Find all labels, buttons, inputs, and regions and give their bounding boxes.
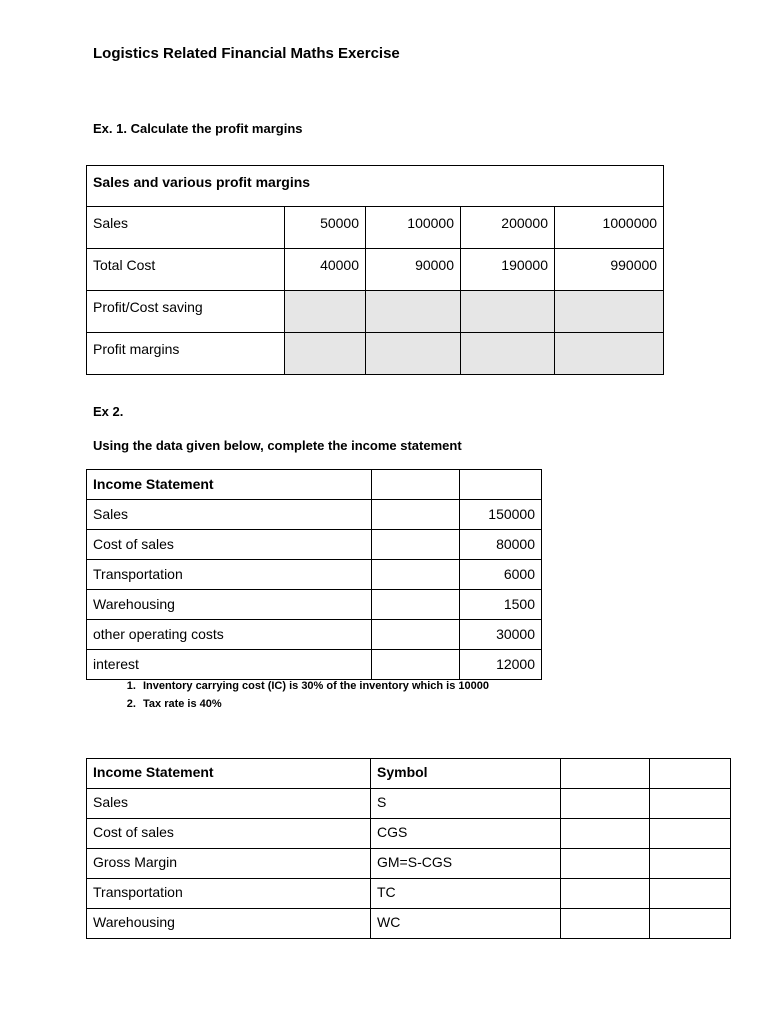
row-label: Profit margins	[87, 333, 285, 375]
row-label: other operating costs	[87, 620, 372, 650]
empty-cell	[561, 879, 650, 909]
table-row	[87, 291, 664, 333]
empty-cell	[372, 470, 460, 500]
table-row	[87, 849, 731, 879]
answer-cell[interactable]	[461, 333, 555, 375]
empty-cell	[561, 789, 650, 819]
income-statement-symbol-table	[86, 758, 731, 939]
empty-cell	[650, 759, 731, 789]
empty-cell	[650, 849, 731, 879]
table-header-row	[87, 759, 731, 789]
table-row	[87, 650, 542, 680]
table-row	[87, 500, 542, 530]
cell-value: 1500	[460, 590, 542, 620]
row-label: Warehousing	[87, 590, 372, 620]
row-label: Cost of sales	[87, 530, 372, 560]
note-item: 1. Inventory carrying cost (IC) is 30% of the inventory which is 10000	[139, 677, 489, 695]
table-row	[87, 590, 542, 620]
row-symbol: CGS	[371, 819, 561, 849]
table-header-label: Income Statement	[87, 759, 371, 789]
table-row	[87, 207, 664, 249]
cell-value: 150000	[460, 500, 542, 530]
empty-cell	[372, 650, 460, 680]
table-row	[87, 560, 542, 590]
ex2-instruction: Using the data given below, complete the income statement	[93, 438, 462, 453]
answer-cell[interactable]	[555, 291, 664, 333]
row-label: Sales	[87, 500, 372, 530]
cell-value: 6000	[460, 560, 542, 590]
profit-margins-table-title: Sales and various profit margins	[87, 166, 664, 207]
empty-cell	[561, 819, 650, 849]
empty-cell	[372, 560, 460, 590]
cell-value: 1000000	[555, 207, 664, 249]
table-row	[87, 333, 664, 375]
empty-cell	[372, 530, 460, 560]
empty-cell	[561, 849, 650, 879]
cell-value: 50000	[285, 207, 366, 249]
cell-value: 90000	[366, 249, 461, 291]
answer-cell[interactable]	[555, 333, 664, 375]
row-label: Transportation	[87, 879, 371, 909]
empty-cell	[372, 590, 460, 620]
row-label: Gross Margin	[87, 849, 371, 879]
row-label: Sales	[87, 789, 371, 819]
cell-value: 100000	[366, 207, 461, 249]
cell-value: 80000	[460, 530, 542, 560]
notes-list	[96, 677, 489, 713]
table-row	[87, 530, 542, 560]
empty-cell	[372, 500, 460, 530]
empty-cell	[650, 819, 731, 849]
page-title: Logistics Related Financial Maths Exercise	[93, 45, 400, 62]
row-symbol: TC	[371, 879, 561, 909]
empty-cell	[561, 909, 650, 939]
empty-cell	[650, 879, 731, 909]
profit-margins-table	[86, 165, 664, 375]
empty-cell	[650, 789, 731, 819]
table-row	[87, 789, 731, 819]
cell-value: 190000	[461, 249, 555, 291]
row-label: Transportation	[87, 560, 372, 590]
answer-cell[interactable]	[461, 291, 555, 333]
row-label: Warehousing	[87, 909, 371, 939]
cell-value: 200000	[461, 207, 555, 249]
answer-cell[interactable]	[366, 291, 461, 333]
answer-cell[interactable]	[285, 291, 366, 333]
empty-cell	[372, 620, 460, 650]
table-row	[87, 249, 664, 291]
cell-value: 40000	[285, 249, 366, 291]
table-row	[87, 819, 731, 849]
ex2-heading: Ex 2.	[93, 404, 124, 419]
note-item: 2. Tax rate is 40%	[139, 695, 489, 713]
table-header: Income Statement	[87, 470, 372, 500]
row-label: interest	[87, 650, 372, 680]
ex1-heading: Ex. 1. Calculate the profit margins	[93, 121, 303, 136]
answer-cell[interactable]	[366, 333, 461, 375]
cell-value: 990000	[555, 249, 664, 291]
row-label: Cost of sales	[87, 819, 371, 849]
empty-cell	[460, 470, 542, 500]
row-label: Profit/Cost saving	[87, 291, 285, 333]
table-row	[87, 620, 542, 650]
table-row	[87, 879, 731, 909]
empty-cell	[650, 909, 731, 939]
cell-value: 12000	[460, 650, 542, 680]
empty-cell	[561, 759, 650, 789]
table-header-row	[87, 470, 542, 500]
row-label: Sales	[87, 207, 285, 249]
row-symbol: WC	[371, 909, 561, 939]
income-statement-data-table	[86, 469, 542, 680]
row-label: Total Cost	[87, 249, 285, 291]
answer-cell[interactable]	[285, 333, 366, 375]
row-symbol: S	[371, 789, 561, 819]
table-row	[87, 909, 731, 939]
table-header-symbol: Symbol	[371, 759, 561, 789]
row-symbol: GM=S-CGS	[371, 849, 561, 879]
cell-value: 30000	[460, 620, 542, 650]
